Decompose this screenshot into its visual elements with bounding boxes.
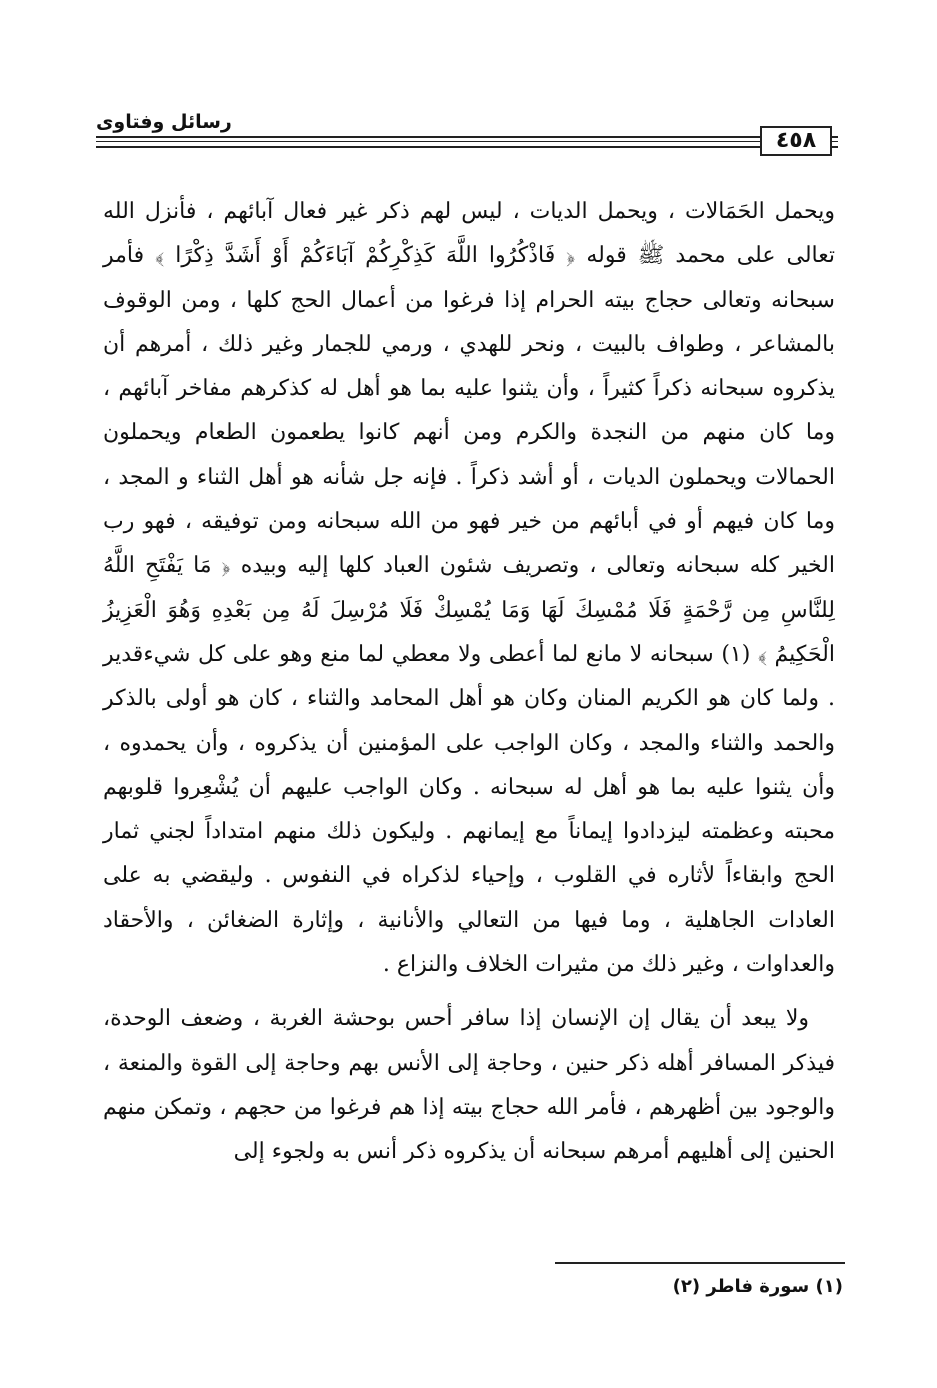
page-header — [96, 110, 838, 156]
book-title: رسائل وفتاوى — [96, 110, 242, 134]
main-text — [103, 190, 835, 1175]
footnote: (١) سورة فاطر (٢) — [672, 1276, 843, 1297]
paragraph-2: ولا يبعد أن يقال إن الإنسان إذا سافر أحس بوحشة الغربة ، وضعف الوحدة، فيذكر المسافر أهله ذكر حنين ، وحاجة إلى الأنس بهم وحاجة إلى القوة والمنعة ، والوجود بين أظهرهم ، فأمر الله حجاج بيته إذا هم فرغوا من حجهم ، وتمكن منهم الحنين إلى أهليهم أمرهم سبحانه أن يذكروه ذكر أنس به ولجوء إلى — [103, 1006, 835, 1165]
header-rule-bottom — [96, 146, 838, 148]
page-number: ٤٥٨ — [760, 126, 832, 156]
footnote-separator — [555, 1262, 845, 1264]
header-rule-middle — [96, 141, 838, 142]
header-rule-top — [96, 136, 838, 138]
paragraph-1: ويحمل الحَمَالات ، ويحمل الديات ، ليس لهم ذكر غير فعال آبائهم ، فأنزل الله تعالى على محمد ﷺ قوله ﴿ فَاذْكُرُوا اللَّهَ كَذِكْرِكُمْ آبَاءَكُمْ أَوْ أَشَدَّ ذِكْرًا ﴾ فأمر سبحانه وتعالى حجاج بيته الحرام إذا فرغوا من أعمال الحج كلها ، ومن الوقوف بالمشاعر ، وطواف بالبيت ، ونحر للهدي ، ورمي للجمار وغير ذلك ، أمرهم أن يذكروه سبحانه ذكراً كثيراً ، وأن يثنوا عليه بما هو أهل له كذكرهم مفاخر آبائهم ، وما كان منهم من النجدة والكرم ومن أنهم كانوا يطعمون الطعام ويحملون الحمالات ويحملون الديات ، أو أشد ذكراً . فإنه جل شأنه هو أهل الثناء و المجد ، وما كان فيهم أو في أبائهم من خير فهو من الله سبحانه ومن توفيقه ، فهو رب الخير كله سبحانه وتعالى ، وتصريف شئون العباد كلها إليه وبيده ﴿ مَا يَفْتَحِ اللَّهُ لِلنَّاسِ مِن رَّحْمَةٍ فَلَا مُمْسِكَ لَهَا وَمَا يُمْسِكْ فَلَا مُرْسِلَ لَهُ مِن بَعْدِهِ وَهُوَ الْعَزِيزُ الْحَكِيمُ ﴾ (١) سبحانه لا مانع لما أعطى ولا معطي لما منع وهو على كل شيءقدير . ولما كان هو الكريم المنان وكان هو أهل المحامد والثناء ، كان هو أولى بالذكر والحمد والثناء والمجد ، وكان الواجب على المؤمنين أن يذكروه ، وأن يحمدوه ، وأن يثنوا عليه بما هو أهل له سبحانه . وكان الواجب عليهم أن يُشْعِروا قلوبهم محبته وعظمته ليزدادوا إيماناً مع إيمانهم . وليكون ذلك منهم امتداداً لجني ثمار الحج وابقاءاً لأثاره في القلوب ، وإحياء لذكراه في النفوس . وليقضي به على العادات الجاهلية ، وما فيها من التعالي والأنانية ، وإثارة الضغائن ، والأحقاد والعداوات ، وغير ذلك من مثيرات الخلاف والنزاع . — [103, 199, 835, 978]
